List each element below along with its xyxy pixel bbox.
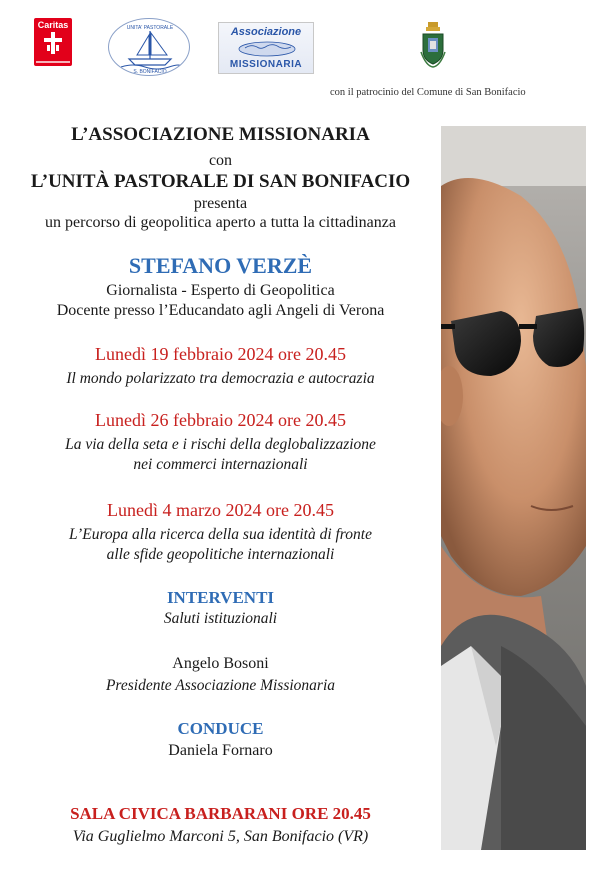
cross-icon <box>44 32 62 54</box>
event-3-title-line1: L’Europa alla ricerca della sua identità di fronte <box>69 526 372 543</box>
event-1-title: Il mondo polarizzato tra democrazia e autocrazia <box>66 370 375 387</box>
patrocinio-text: con il patrocinio del Comune di San Bonifacio <box>330 87 526 98</box>
event-2-title-line1: La via della seta e i rischi della deglobalizzazione <box>65 436 376 453</box>
caritas-logo <box>34 18 72 66</box>
boat-icon <box>109 19 190 76</box>
speaker-role-1: Giornalista - Esperto di Geopolitica <box>106 282 335 299</box>
con-text: con <box>208 152 233 169</box>
caritas-logo-label: Caritas <box>37 20 69 30</box>
description-text: un percorso di geopolitica aperto a tutta la cittadinanza <box>45 214 396 231</box>
speaker-name: STEFANO VERZÈ <box>128 253 313 278</box>
pastorale-label-bottom: S. BONIFACIO <box>133 69 167 75</box>
speaker-role-2: Docente presso l’Educandato agli Angeli di Verona <box>56 302 385 319</box>
globe-icon <box>237 41 297 57</box>
intervento-person-role: Presidente Associazione Missionaria <box>105 677 336 694</box>
event-3-date: Lunedì 4 marzo 2024 ore 20.45 <box>107 500 334 520</box>
intervento-person: Angelo Bosoni <box>172 655 269 672</box>
presenta-text: presenta <box>193 195 248 212</box>
saluti-text: Saluti istituzionali <box>163 610 278 627</box>
speaker-photo <box>441 126 586 850</box>
assoc-logo-line2: MISSIONARIA <box>229 59 303 70</box>
associazione-missionaria-logo <box>218 22 314 74</box>
pastorale-label-top: UNITA' PASTORALE <box>126 25 174 31</box>
event-3-title-line2: alle sfide geopolitiche internazionali <box>106 546 335 563</box>
org2-title: L’UNITÀ PASTORALE DI SAN BONIFACIO <box>30 171 411 192</box>
event-2-date: Lunedì 26 febbraio 2024 ore 20.45 <box>95 410 346 430</box>
assoc-logo-line1: Associazione <box>230 26 302 38</box>
conduce-heading: CONDUCE <box>177 719 264 738</box>
org1-title: L’ASSOCIAZIONE MISSIONARIA <box>71 124 370 145</box>
venue-name: SALA CIVICA BARBARANI ORE 20.45 <box>70 804 371 823</box>
interventi-heading: INTERVENTI <box>166 588 275 607</box>
venue-address: Via Guglielmo Marconi 5, San Bonifacio (VR) <box>72 828 369 845</box>
caritas-logo-subline <box>36 61 70 63</box>
conduce-person: Daniela Fornaro <box>168 742 273 759</box>
event-1-date: Lunedì 19 febbraio 2024 ore 20.45 <box>95 344 346 364</box>
comune-crest-icon <box>420 22 446 68</box>
unita-pastorale-logo <box>108 18 190 76</box>
event-2-title-line2: nei commerci internazionali <box>133 456 308 473</box>
